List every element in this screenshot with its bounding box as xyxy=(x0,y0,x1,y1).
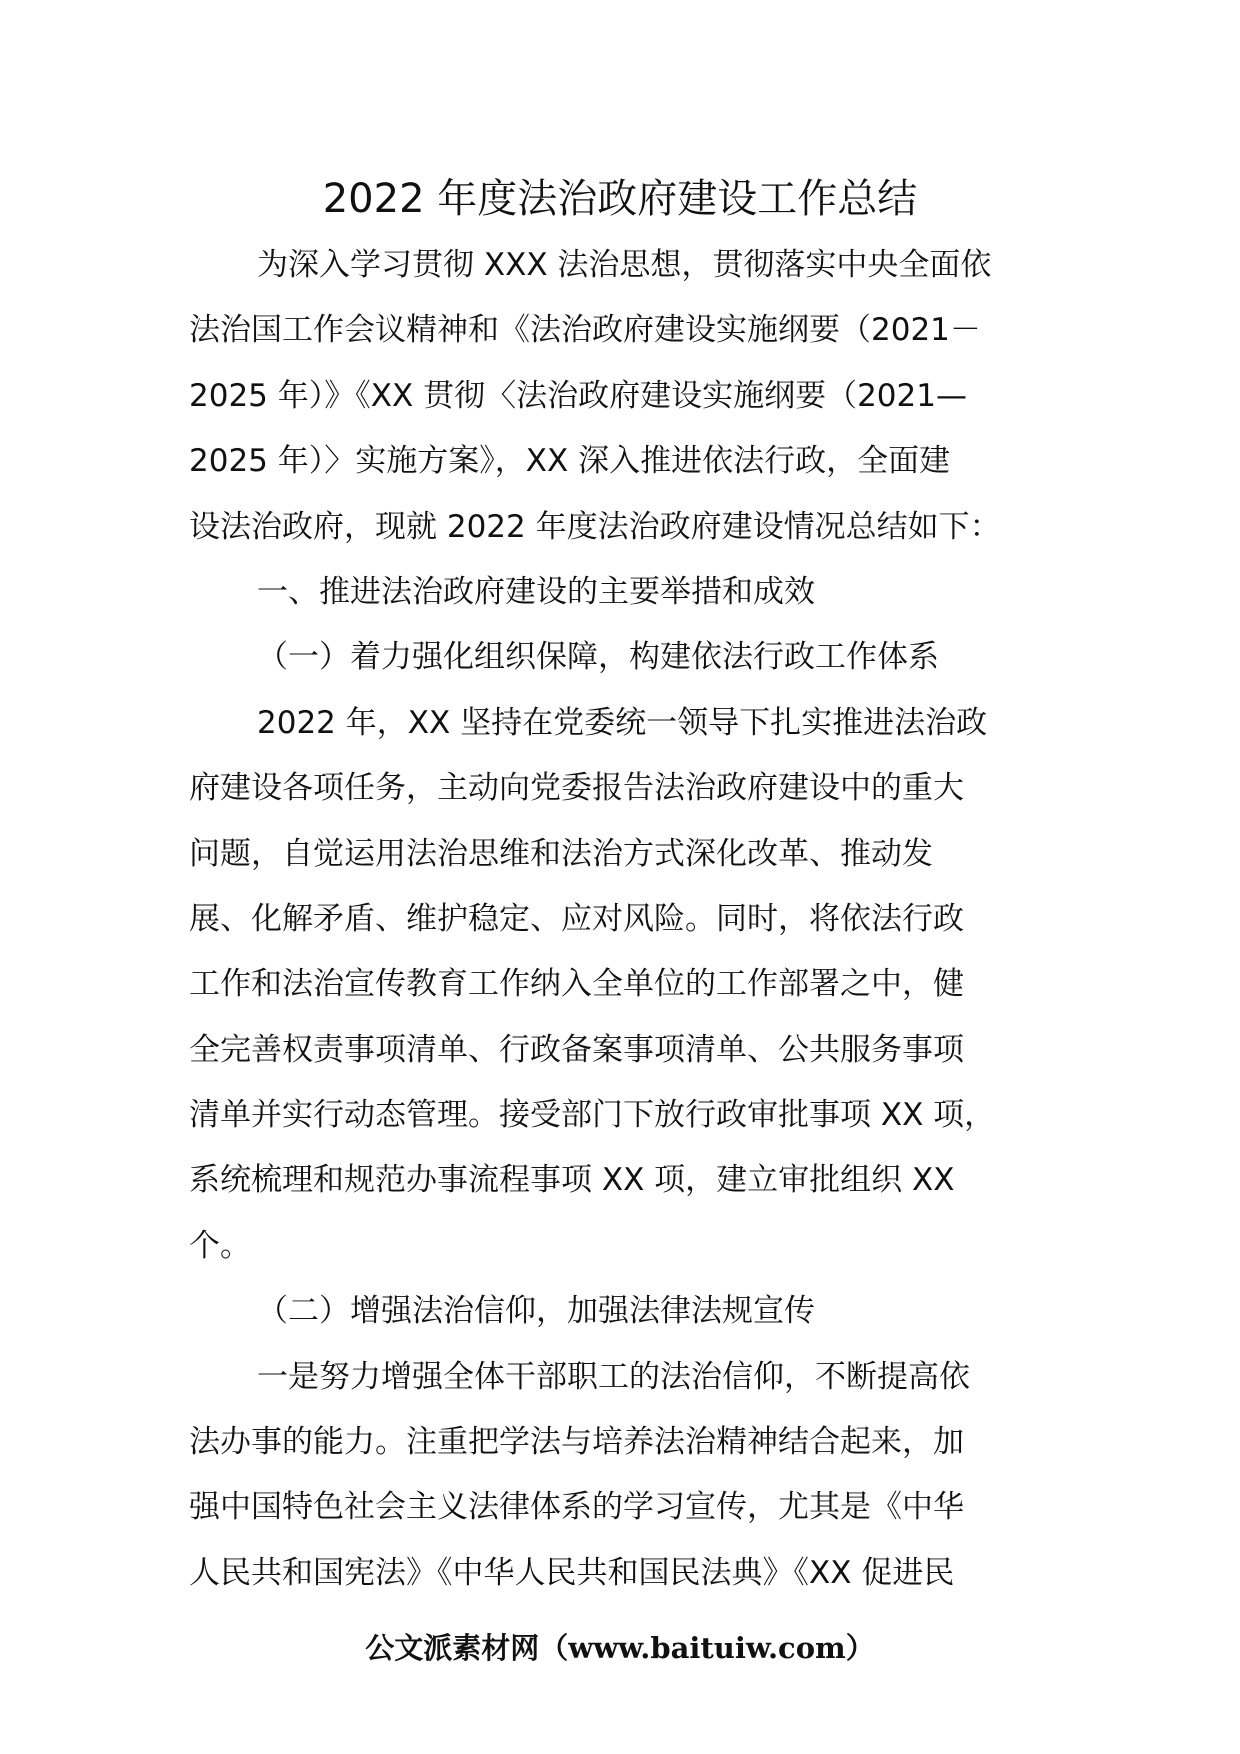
paragraph-line: 一是努力增强全体干部职工的法治信仰，不断提高依 xyxy=(257,1358,970,1395)
paragraph-line: 2025 年）》《XX 贯彻〈法治政府建设实施纲要（2021— xyxy=(189,377,967,414)
paragraph-line: 法办事的能力。注重把学法与培养法治精神结合起来，加 xyxy=(189,1424,964,1461)
document-title: 2022 年度法治政府建设工作总结 xyxy=(322,176,918,222)
paragraph-line: 为深入学习贯彻 XXX 法治思想，贯彻落实中央全面依 xyxy=(257,247,992,283)
paragraph-line: 设法治政府，现就 2022 年度法治政府建设情况总结如下： xyxy=(189,508,1001,545)
paragraph-line: 展、化解矛盾、维护稳定、应对风险。同时，将依法行政 xyxy=(189,900,964,937)
paragraph-line: 个。 xyxy=(189,1227,251,1264)
section-heading: 一、推进法治政府建设的主要举措和成效 xyxy=(257,573,815,610)
footer-watermark: 公文派素材网（www.baituiw.com） xyxy=(365,1631,875,1665)
paragraph-line: 人民共和国宪法》《中华人民共和国民法典》《XX 促进民 xyxy=(189,1554,955,1591)
paragraph-line: 清单并实行动态管理。接受部门下放行政审批事项 XX 项， xyxy=(189,1097,996,1134)
subsection-heading: （二）增强法治信仰，加强法律法规宣传 xyxy=(257,1293,815,1330)
paragraph-line: 全完善权责事项清单、行政备案事项清单、公共服务事项 xyxy=(189,1031,964,1068)
paragraph-line: 系统梳理和规范办事流程事项 XX 项，建立审批组织 XX xyxy=(189,1162,955,1199)
paragraph-line: 法治国工作会议精神和《法治政府建设实施纲要（2021－ xyxy=(189,312,981,349)
paragraph-line: 2022 年，XX 坚持在党委统一领导下扎实推进法治政 xyxy=(257,704,988,741)
paragraph-line: 问题，自觉运用法治思维和法治方式深化改革、推动发 xyxy=(189,835,933,872)
paragraph-line: 府建设各项任务，主动向党委报告法治政府建设中的重大 xyxy=(189,770,964,807)
subsection-heading: （一）着力强化组织保障，构建依法行政工作体系 xyxy=(257,639,939,676)
paragraph-line: 2025 年）〉实施方案》，XX 深入推进依法行政，全面建 xyxy=(189,443,951,480)
paragraph-line: 强中国特色社会主义法律体系的学习宣传，尤其是《中华 xyxy=(189,1489,964,1526)
paragraph-line: 工作和法治宣传教育工作纳入全单位的工作部署之中，健 xyxy=(189,966,964,1003)
document-body xyxy=(189,233,1059,1606)
